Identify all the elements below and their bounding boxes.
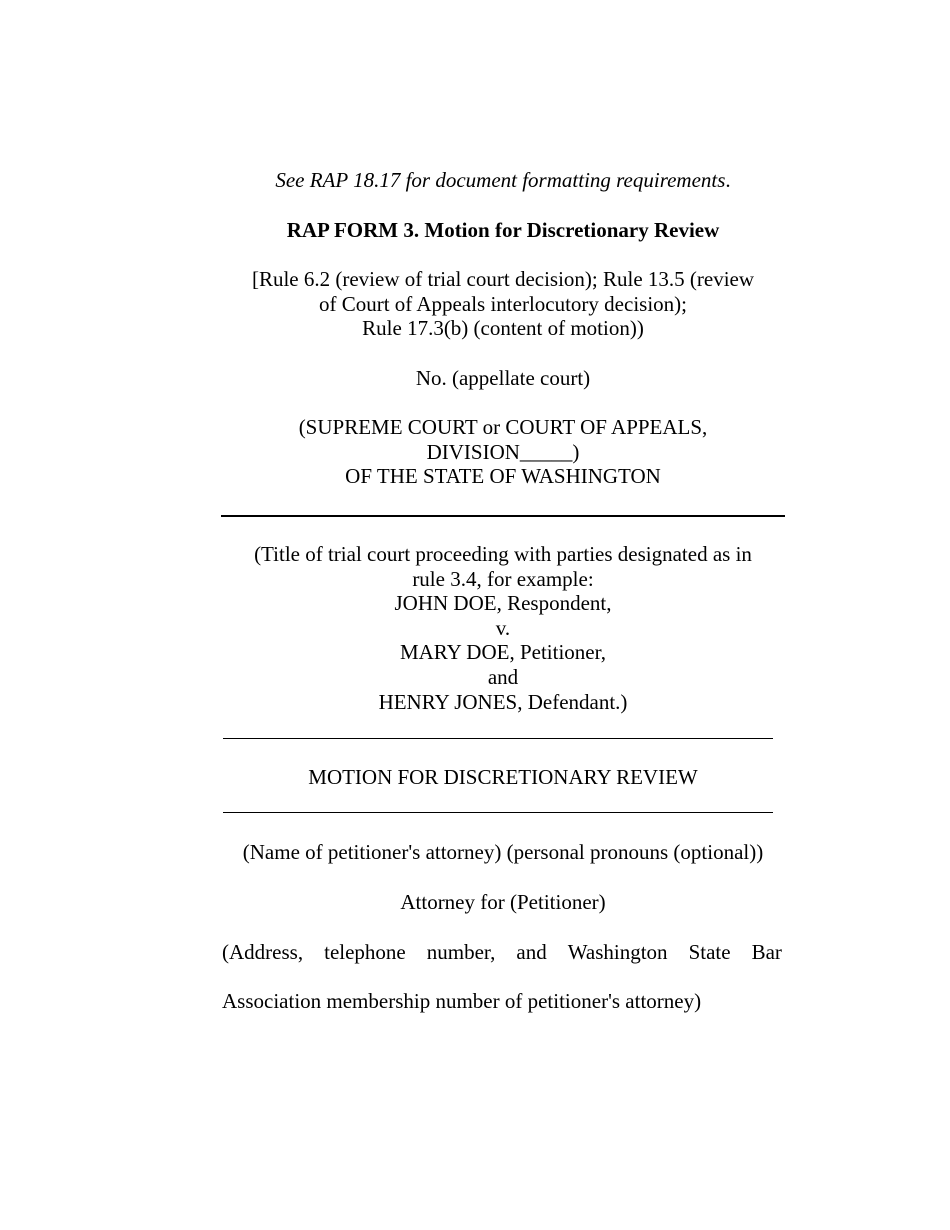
court-line: (SUPREME COURT or COURT OF APPEALS, [298,415,708,439]
address-word: number, [426,940,496,964]
attorney-for: Attorney for (Petitioner) [400,890,606,914]
caption-line: HENRY JONES, Defendant.) [378,689,628,714]
address-word: Washington [567,940,668,964]
court-line: DIVISION_____) [426,439,580,464]
thick-divider [221,515,785,517]
attorney-address-line-1 [222,940,784,965]
form-title: RAP FORM 3. Motion for Discretionary Review [286,218,720,242]
formatting-note-period: . [725,168,731,192]
rule-line: [Rule 6.2 (review of trial court decision); Rule 13.5 (review [251,267,755,291]
caption-line: (Title of trial court proceeding with parties designated as in [254,542,752,566]
attorney-address-line-2: Association membership number of petitioner's attorney) [222,989,702,1013]
caption-line: v. [495,615,511,640]
case-caption [222,542,784,714]
case-number: No. (appellate court) [415,366,591,390]
caption-line: JOHN DOE, Respondent, [394,591,612,616]
address-word: State [688,940,731,964]
address-word: (Address, [222,940,304,964]
formatting-note [222,168,784,193]
motion-title: MOTION FOR DISCRETIONARY REVIEW [308,765,698,789]
address-word: telephone [324,940,406,964]
rule-references [222,267,784,341]
court-designation [222,415,784,489]
caption-line: and [487,664,519,689]
rule-line: Rule 17.3(b) (content of motion)) [362,316,644,341]
divider-below-motion-title [223,812,773,813]
caption-line: MARY DOE, Petitioner, [399,640,607,665]
rule-line: of Court of Appeals interlocutory decision); [318,291,687,316]
attorney-name: (Name of petitioner's attorney) (personal pronouns (optional)) [242,840,764,864]
divider-above-motion-title [223,738,773,739]
court-line: OF THE STATE OF WASHINGTON [345,464,661,489]
caption-line: rule 3.4, for example: [412,566,594,591]
address-word: and [516,940,547,964]
formatting-note-text: See RAP 18.17 for document formatting requirements [275,168,726,192]
address-word: Bar [751,940,782,964]
